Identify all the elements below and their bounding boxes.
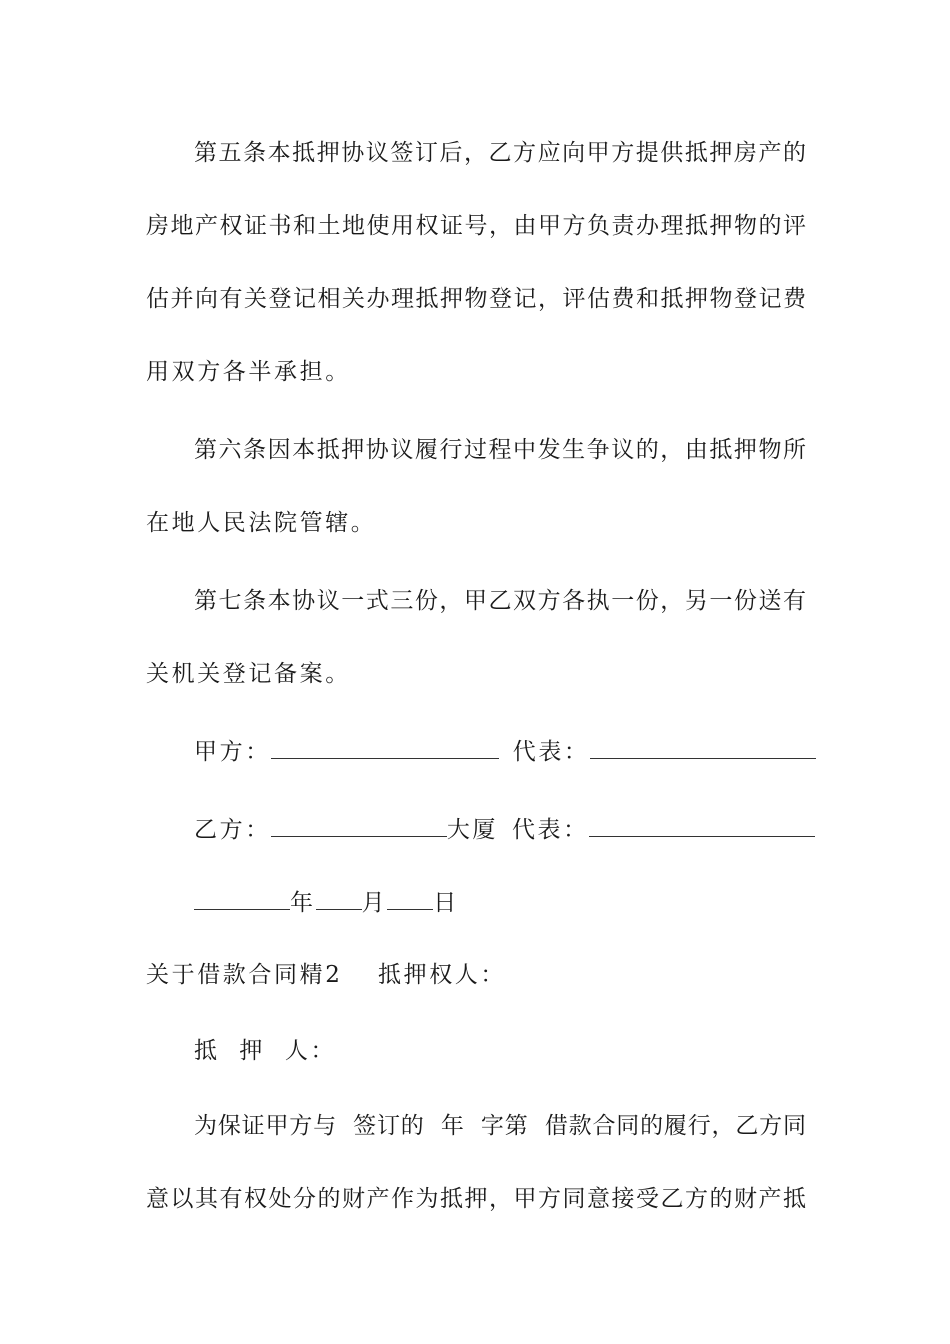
party-a-rep-label: 代表： (512, 739, 590, 765)
date-line (194, 887, 806, 918)
article-5-line-3: 估并向有关登记相关办理抵押物登记，评估费和抵押物登记费 (146, 286, 806, 312)
party-b-rep-blank (589, 814, 815, 837)
party-a-signature-line (194, 736, 806, 767)
contract-2-heading-line (146, 960, 806, 990)
article-7-line-2: 关机关登记备案。 (146, 661, 351, 687)
contract-2-intro-line-2: 意以其有权处分的财产作为抵押，甲方同意接受乙方的财产抵 (146, 1186, 806, 1212)
day-label: 日 (433, 890, 459, 916)
month-label: 月 (361, 890, 388, 916)
month-blank (316, 887, 362, 910)
article-5-line-1: 第五条本抵押协议签订后，乙方应向甲方提供抵押房产的 (194, 140, 806, 166)
year-blank (194, 887, 290, 910)
party-b-rep-label: 代表： (511, 817, 589, 843)
day-blank (387, 887, 433, 910)
party-a-label: 甲方： (194, 739, 271, 765)
contract-2-heading: 关于借款合同精2 (146, 962, 343, 988)
year-label: 年 (290, 890, 316, 916)
party-a-blank (271, 736, 499, 759)
article-7-line-1: 第七条本协议一式三份，甲乙双方各执一份，另一份送有 (194, 588, 806, 614)
party-b-blank (271, 814, 447, 837)
party-a-rep-blank (590, 736, 816, 759)
mortgagor-label: 抵 押 人： (194, 1038, 337, 1064)
party-b-building: 大厦 (446, 817, 499, 843)
contract-2-intro-line-1: 为保证甲方与 签订的 年 字第 借款合同的履行，乙方同 (194, 1113, 806, 1139)
article-6-line-2: 在地人民法院管辖。 (146, 510, 377, 536)
mortgagee-label: 抵押权人： (378, 962, 506, 988)
article-5-line-4: 用双方各半承担。 (146, 359, 351, 385)
party-b-label: 乙方： (194, 817, 271, 843)
article-6-line-1: 第六条因本抵押协议履行过程中发生争议的，由抵押物所 (194, 437, 806, 463)
party-b-signature-line (194, 814, 806, 845)
article-5-line-2: 房地产权证书和土地使用权证号，由甲方负责办理抵押物的评 (146, 213, 806, 239)
